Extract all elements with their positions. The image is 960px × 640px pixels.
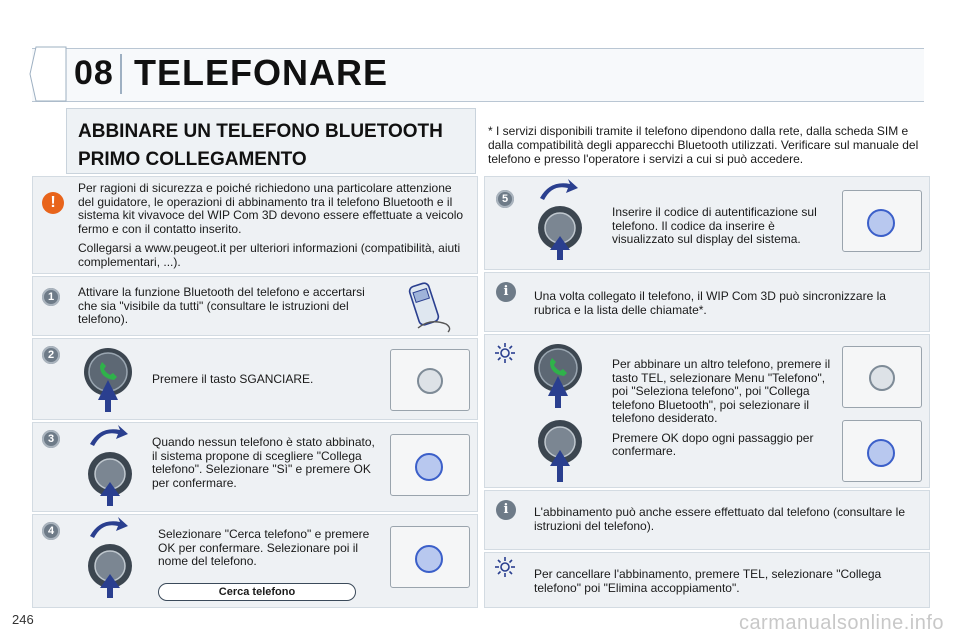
page-number: 246 bbox=[12, 612, 34, 627]
section-title bbox=[78, 118, 443, 174]
step-4-text: Selezionare "Cerca telefono" e premere OK per confermare. Selezionare poi il nome del telefono. bbox=[158, 527, 370, 568]
step-1-number: 1 bbox=[42, 288, 60, 306]
section-title-line2: PRIMO COLLEGAMENTO bbox=[78, 149, 307, 170]
cerca-telefono-badge: Cerca telefono bbox=[158, 583, 356, 601]
warning-text bbox=[78, 182, 464, 269]
footnote: * I servizi disponibili tramite il telefono dipendono dalla rete, dalla scheda SIM e dalla compatibilità degli apparecchi Bluetooth utilizzati. Verificare sul manuale del telefono e presso l'operatore i servizi a cui si può accedere. bbox=[488, 124, 919, 166]
step-3-number: 3 bbox=[42, 430, 60, 448]
tip-1-text bbox=[612, 358, 832, 459]
rotary-ok-knob-icon bbox=[532, 178, 592, 262]
chapter-number: 08 bbox=[74, 54, 114, 92]
mobile-phone-icon bbox=[400, 278, 456, 334]
warning-paragraph-2: Collegarsi a www.peugeot.it per ulteriori informazioni (compatibilità, aiuti complementari, ...). bbox=[78, 241, 461, 269]
chapter-separator bbox=[120, 54, 122, 94]
tip-sun-icon bbox=[494, 556, 516, 578]
head-unit-highlight-icon bbox=[842, 420, 922, 482]
info-icon: i bbox=[496, 500, 516, 520]
step-5-text: Inserire il codice di autentificazione sul telefono. Il codice da inserire è visualizzato sul display del sistema. bbox=[612, 205, 817, 246]
warning-paragraph-1: Per ragioni di sicurezza e poiché richiedono una particolare attenzione del guidatore, le operazioni di abbinamento tra il telefono Bluetooth e il sistema kit vivavoce del WIP Com 3D devono essere effettuate a veicolo fermo e con il contatto inserito. bbox=[78, 181, 464, 236]
rotary-ok-knob-icon bbox=[534, 416, 588, 484]
header-tab-shape bbox=[28, 46, 68, 102]
tip-1-paragraph-1: Per abbinare un altro telefono, premere il tasto TEL, selezionare Menu "Telefono", poi "Seleziona telefono", poi "Collega telefono Bluetooth", poi selezionare il telefono desiderato. bbox=[612, 357, 831, 425]
watermark: carmanualsonline.info bbox=[738, 612, 944, 634]
info-2-text: L'abbinamento può anche essere effettuato dal telefono (consultare le istruzioni del telefono). bbox=[534, 505, 905, 533]
step-1-text: Attivare la funzione Bluetooth del telefono e accertarsi che sia "visibile da tutti" (consultare le istruzioni del telefono). bbox=[78, 285, 365, 326]
step-5-number: 5 bbox=[496, 190, 514, 208]
call-button-icon bbox=[532, 340, 586, 410]
step-2-text: Premere il tasto SGANCIARE. bbox=[152, 372, 314, 386]
tip-sun-icon bbox=[494, 342, 516, 364]
page-title: TELEFONARE bbox=[134, 52, 389, 93]
head-unit-highlight-icon bbox=[390, 526, 470, 588]
rotary-ok-knob-icon bbox=[82, 424, 142, 508]
step-3-text: Quando nessun telefono è stato abbinato, il sistema propone di scegliere "Collega telefono". Selezionare "Sì" e premere OK per confermare. bbox=[152, 435, 375, 490]
step-2-number: 2 bbox=[42, 346, 60, 364]
rotary-ok-knob-icon bbox=[82, 516, 142, 600]
head-unit-highlight-icon bbox=[390, 434, 470, 496]
section-title-line1: ABBINARE UN TELEFONO BLUETOOTH bbox=[78, 121, 443, 142]
info-1-text: Una volta collegato il telefono, il WIP Com 3D può sincronizzare la rubrica e la lista delle chiamate*. bbox=[534, 289, 886, 317]
info-icon: i bbox=[496, 282, 516, 302]
call-button-icon bbox=[82, 344, 136, 414]
tip-1-paragraph-2: Premere OK dopo ogni passaggio per confermare. bbox=[612, 430, 814, 458]
tip-2-text: Per cancellare l'abbinamento, premere TEL, selezionare "Collega telefono" poi "Elimina accoppiamento". bbox=[534, 567, 882, 595]
head-unit-highlight-icon bbox=[842, 190, 922, 252]
warning-icon: ! bbox=[42, 192, 64, 214]
step-4-number: 4 bbox=[42, 522, 60, 540]
head-unit-icon bbox=[390, 349, 470, 411]
head-unit-icon bbox=[842, 346, 922, 408]
